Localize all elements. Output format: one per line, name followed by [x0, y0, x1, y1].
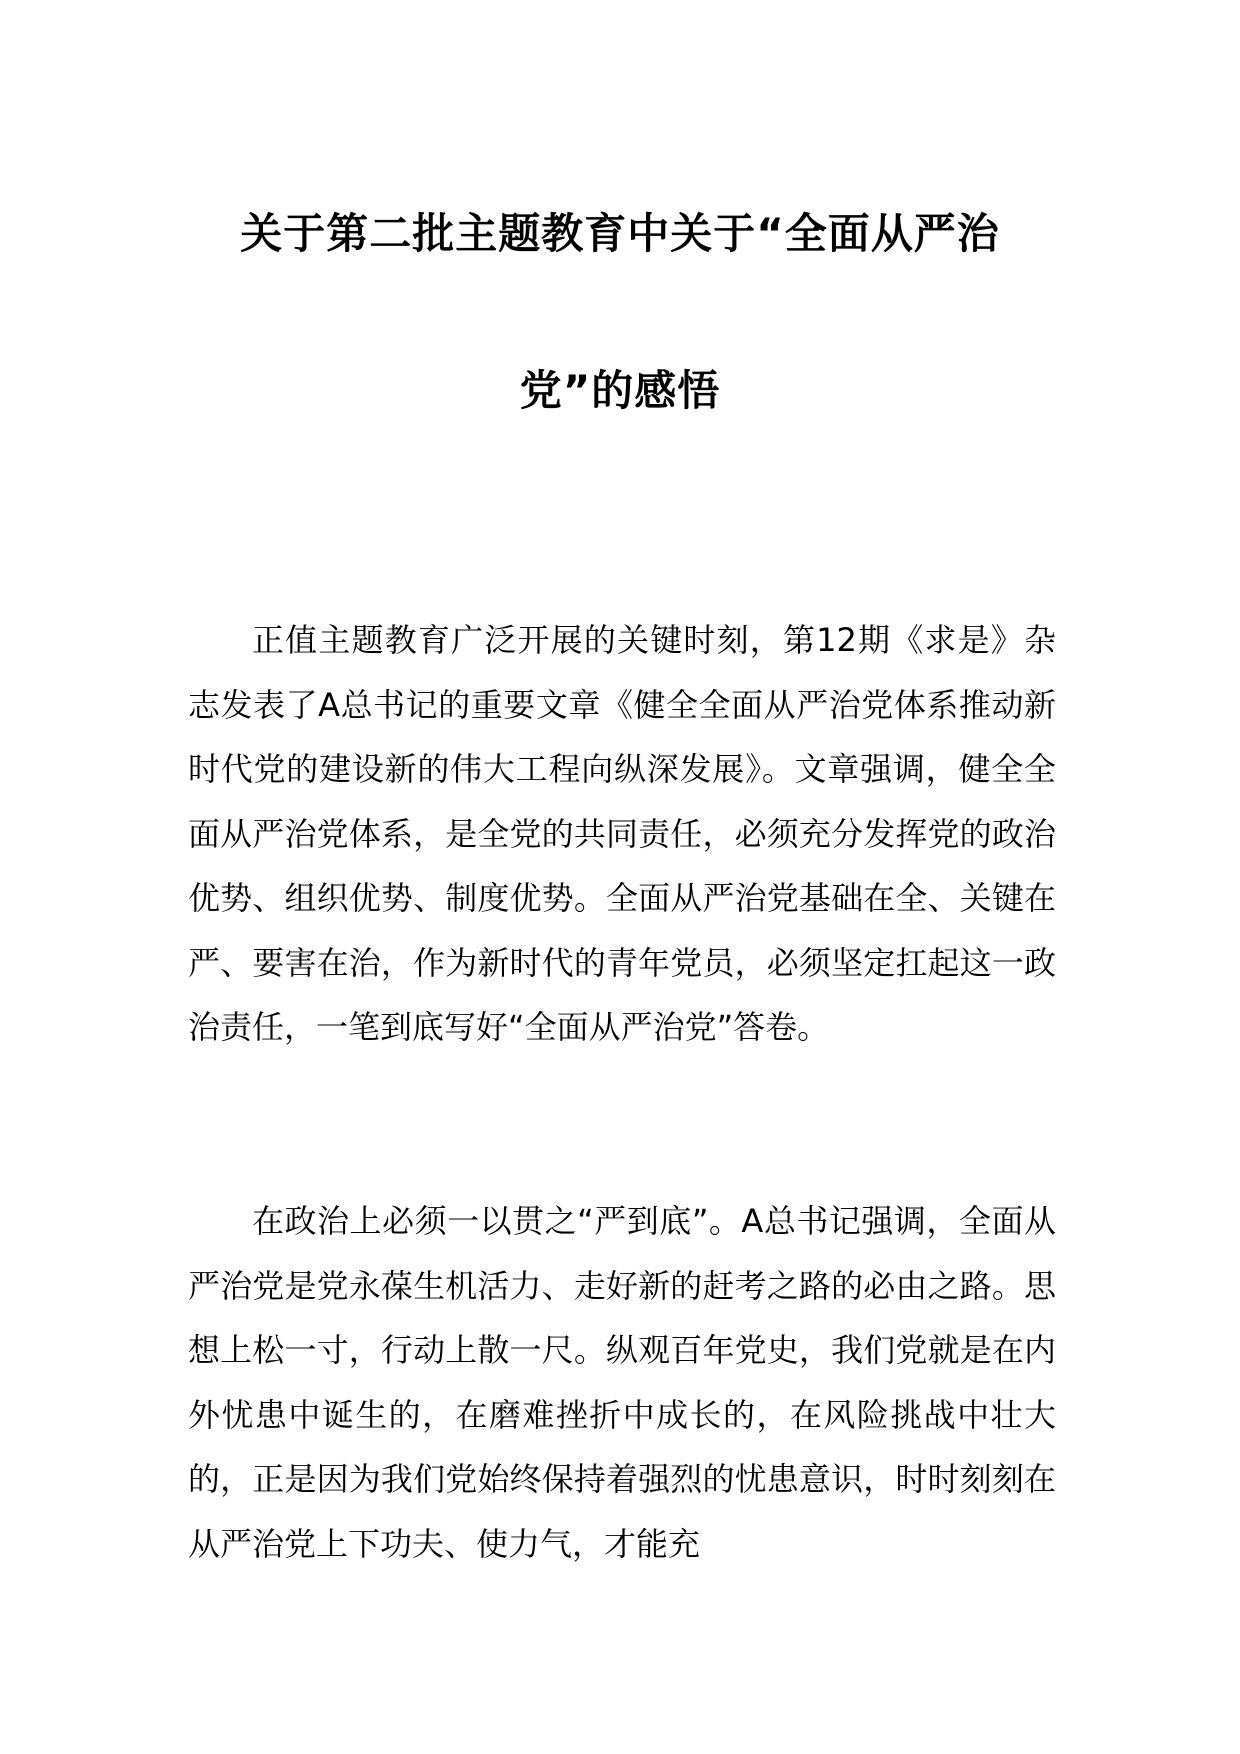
document-title-line-2: 党”的感悟 [519, 366, 721, 415]
document-title-line-1: 关于第二批主题教育中关于“全面从严治 [240, 209, 1000, 258]
body-paragraph-2: 在政治上必须一以贯之“严到底”。A总书记强调，全面从严治党是党永葆生机活力、走好新的赶考之路的必由之路。思想上松一寸，行动上散一尺。纵观百年党史，我们党就是在内外忧患中诞生的，在磨难挫折中成长的，在风险挑战中壮大的，正是因为我们党始终保持着强烈的忧患意识，时时刻刻在从严治党上下功夫、使力气，才能充 [188, 1202, 1056, 1563]
body-paragraph-1: 正值主题教育广泛开展的关键时刻，第12期《求是》杂志发表了A总书记的重要文章《健全全面从严治党体系推动新时代党的建设新的伟大工程向纵深发展》。文章强调，健全全面从严治党体系，是全党的共同责任，必须充分发挥党的政治优势、组织优势、制度优势。全面从严治党基础在全、关键在严、要害在治，作为新时代的青年党员，必须坚定扛起这一政治责任，一笔到底写好“全面从严治党”答卷。 [188, 621, 1056, 1046]
